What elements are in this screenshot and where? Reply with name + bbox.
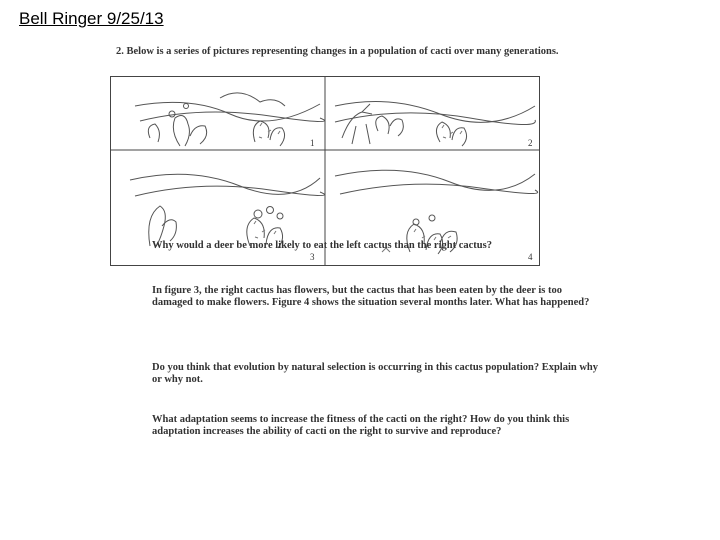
question-deer-left-cactus: Why would a deer be more likely to eat the left cactus than the right cactus? xyxy=(152,240,492,251)
question-figure-3-damage: In figure 3, the right cactus has flowers, but the cactus that has been eaten by the deer is too damaged to make flowers. Figure 4 shows the situation several months later. What has happened? xyxy=(152,285,590,308)
figure-label-2: 2 xyxy=(528,138,533,148)
slide-title: Bell Ringer 9/25/13 xyxy=(19,9,164,28)
figure-panel-1 xyxy=(135,93,324,146)
figure-label-3: 3 xyxy=(310,252,315,262)
worksheet-scan xyxy=(102,38,622,518)
question-intro: 2. Below is a series of pictures representing changes in a population of cacti over many generations. xyxy=(116,46,559,57)
cactus-figure-grid xyxy=(110,76,540,266)
figure-label-1: 1 xyxy=(310,138,315,148)
question-natural-selection: Do you think that evolution by natural selection is occurring in this cactus population? Explain why or why not. xyxy=(152,362,599,385)
cactus-deer-sketch-icon xyxy=(110,76,540,266)
figure-panel-3 xyxy=(130,174,324,248)
question-adaptation-fitness: What adaptation seems to increase the fitness of the cacti on the right? How do you think this adaptation increases the ability of cacti on the right to survive and reproduce? xyxy=(152,414,570,437)
figure-label-4: 4 xyxy=(528,252,533,262)
figure-panel-2 xyxy=(335,102,535,147)
